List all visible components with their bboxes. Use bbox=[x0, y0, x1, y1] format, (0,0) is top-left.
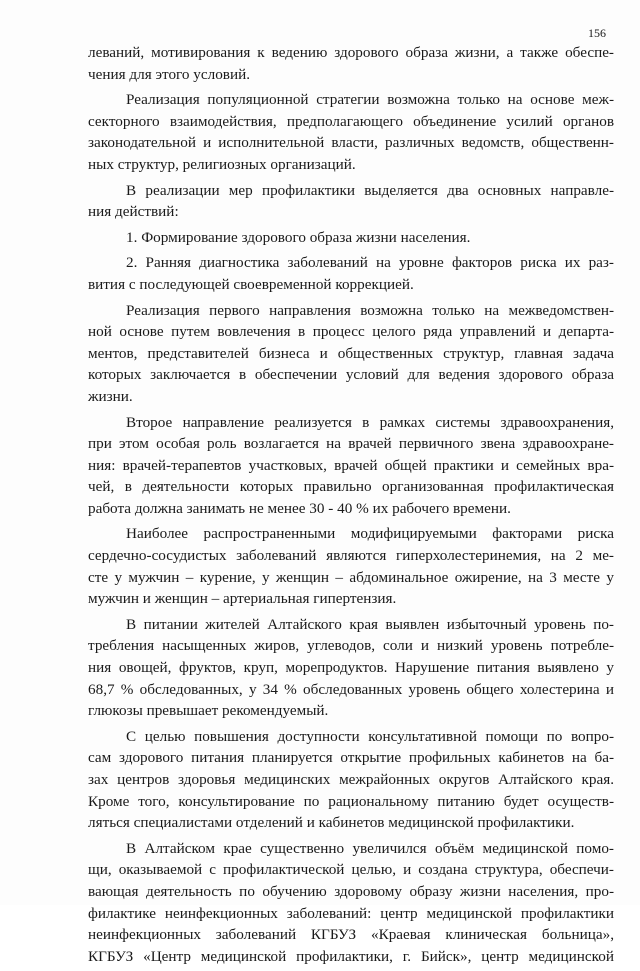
text-line: Реализация популяционной стратегии возможна только на основе меж- bbox=[126, 91, 614, 109]
text-line: В Алтайском крае существенно увеличился объём медицинской помо- bbox=[126, 839, 614, 857]
text-line: ния действий: bbox=[88, 203, 179, 221]
text-line: 2. Ранняя диагностика заболеваний на уровне факторов риска их раз- bbox=[126, 254, 614, 272]
text-line: ных структур, религиозных организаций. bbox=[88, 155, 356, 173]
text-line: Реализация первого направления возможна только на межведомствен- bbox=[126, 301, 614, 319]
text-line: 1. Формирование здорового образа жизни населения. bbox=[126, 228, 471, 246]
text-line: ния овощей, фруктов, круп, морепродуктов. Нарушение питания выявлено у bbox=[88, 659, 614, 677]
page-number: 156 bbox=[588, 26, 606, 40]
text-line: леваний, мотивирования к ведению здорового образа жизни, а также обеспе- bbox=[88, 44, 614, 61]
text-line: Второе направление реализуется в рамках системы здравоохранения, bbox=[126, 413, 614, 431]
text-line: сам здорового питания планируется открытие профильных кабинетов на ба- bbox=[88, 749, 614, 767]
text-line: ментов, представителей бизнеса и общественных структур, главная задача bbox=[88, 344, 614, 362]
text-line: филактике неинфекционных заболеваний: центр медицинской профилактики bbox=[88, 904, 614, 922]
text-line: зах центров здоровья медицинских межрайонных округов Алтайского края. bbox=[88, 771, 614, 788]
text-line: при этом особая роль возлагается на врачей первичного звена здравоохране- bbox=[88, 435, 614, 453]
text-line: Наиболее распространенными модифицируемыми факторами риска bbox=[126, 525, 614, 543]
paragraph-9 bbox=[88, 614, 614, 722]
paragraph-11 bbox=[88, 838, 614, 968]
text-line: вающая деятельность по обучению здоровому образу жизни населения, про- bbox=[88, 882, 614, 900]
text-line: неинфекционных заболеваний КГБУЗ «Краевая клиническая больница», bbox=[88, 926, 614, 944]
text-line: ной основе путем вовлечения в процесс целого ряда управлений и департа- bbox=[88, 323, 614, 341]
paragraph-8 bbox=[88, 523, 614, 609]
text-line: КГБУЗ «Центр медицинской профилактики, г. Бийск», центр медицинской bbox=[88, 947, 614, 965]
paragraph-2 bbox=[88, 89, 614, 175]
paragraph-6 bbox=[88, 300, 614, 408]
text-line: Кроме того, консультирование по рациональному питанию будет осуществ- bbox=[88, 792, 614, 810]
text-line: щи, оказываемой с профилактической целью, и создана структура, обеспечи- bbox=[88, 861, 614, 879]
paragraph-3 bbox=[88, 180, 614, 223]
list-item-2 bbox=[88, 252, 614, 295]
text-line: В реализации мер профилактики выделяется два основных направле- bbox=[126, 181, 614, 199]
text-line: вития с последующей своевременной коррекцией. bbox=[88, 275, 414, 293]
text-line: которых заключается в обеспечении условий для ведения здорового образа bbox=[88, 366, 614, 384]
text-line: мужчин и женщин – артериальная гипертензия. bbox=[88, 590, 397, 608]
text-line: законодательной и исполнительной власти, различных ведомств, общественн- bbox=[88, 134, 614, 152]
text-line: сте у мужчин – курение, у женщин – абдоминальное ожирение, на 3 месте у bbox=[88, 568, 614, 586]
text-line: сердечно-сосудистых заболеваний являются гиперхолестеринемия, на 2 ме- bbox=[88, 547, 614, 565]
paragraph-10 bbox=[88, 726, 614, 834]
text-line: ляться специалистами отделений и кабинетов медицинской профилактики. bbox=[88, 814, 575, 832]
text-line: 68,7 % обследованных, у 34 % обследованных уровень общего холестерина и bbox=[88, 680, 614, 698]
text-line: ния: врачей-терапевтов участковых, врачей общей практики и семейных вра- bbox=[88, 456, 614, 474]
text-line: секторного взаимодействия, предполагающего объединение усилий органов bbox=[88, 112, 614, 130]
list-item-1 bbox=[88, 227, 614, 249]
page-content bbox=[88, 42, 614, 971]
text-line: чения для этого условий. bbox=[88, 65, 251, 83]
text-line: С целью повышения доступности консультативной помощи по вопро- bbox=[126, 727, 614, 745]
text-line: чей, в деятельности которых правильно организованная профилактическая bbox=[88, 478, 614, 496]
text-line: жизни. bbox=[88, 387, 133, 405]
text-line: В питании жителей Алтайского края выявлен избыточный уровень по- bbox=[126, 615, 614, 633]
paragraph-7 bbox=[88, 412, 614, 520]
text-line: работа должна занимать не менее 30 - 40 % их рабочего времени. bbox=[88, 499, 511, 517]
text-line: глюкозы превышает рекомендуемый. bbox=[88, 702, 329, 720]
paragraph-1 bbox=[88, 42, 614, 85]
text-line: требления насыщенных жиров, углеводов, соли и низкий уровень потребле- bbox=[88, 637, 614, 655]
